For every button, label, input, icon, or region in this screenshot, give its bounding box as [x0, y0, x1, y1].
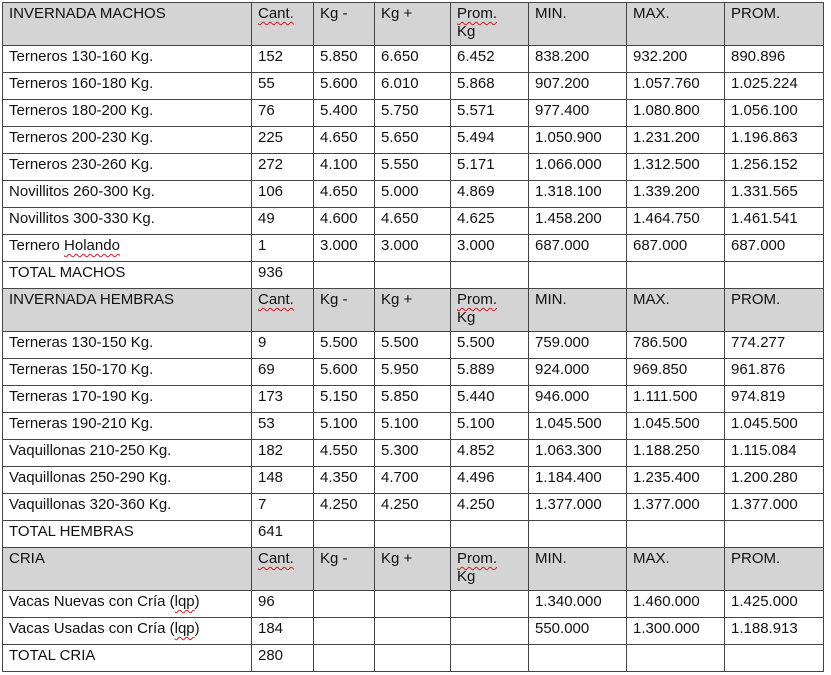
max-cell: 1.377.000 — [627, 494, 725, 521]
min-cell: 907.200 — [529, 73, 627, 100]
header-kg-max: Kg + — [375, 289, 451, 332]
empty-cell — [375, 645, 451, 672]
category-cell — [3, 386, 252, 413]
prom-cell: 1.045.500 — [725, 413, 824, 440]
category-cell — [3, 359, 252, 386]
category-cell — [3, 440, 252, 467]
empty-cell — [451, 521, 529, 548]
header-cant — [252, 289, 314, 332]
kg-min-cell: 4.650 — [314, 127, 375, 154]
kg-min-cell: 4.250 — [314, 494, 375, 521]
section-header-row — [3, 289, 824, 332]
kg-max-cell: 4.650 — [375, 208, 451, 235]
section-header-row — [3, 548, 824, 591]
prom-kg-cell: 4.852 — [451, 440, 529, 467]
header-prom: PROM. — [725, 289, 824, 332]
empty-cell — [725, 645, 824, 672]
category-label: Terneras 170-190 Kg. — [9, 388, 154, 405]
empty-cell — [627, 262, 725, 289]
kg-min-cell: 4.350 — [314, 467, 375, 494]
header-kg-min: Kg - — [314, 548, 375, 591]
max-cell: 932.200 — [627, 46, 725, 73]
header-prom-kg — [451, 289, 529, 332]
category-label: Terneros 180-200 Kg. — [9, 102, 154, 119]
cant-cell: 53 — [252, 413, 314, 440]
kg-min-cell: 5.400 — [314, 100, 375, 127]
prom-cell: 774.277 — [725, 332, 824, 359]
empty-cell — [725, 521, 824, 548]
max-cell: 1.235.400 — [627, 467, 725, 494]
min-cell: 1.066.000 — [529, 154, 627, 181]
empty-cell — [627, 521, 725, 548]
category-label: Vaquillonas 210-250 Kg. — [9, 442, 172, 459]
category-cell — [3, 467, 252, 494]
kg-max-cell: 3.000 — [375, 235, 451, 262]
cant-cell: 55 — [252, 73, 314, 100]
header-prom-label: Prom. — [457, 550, 498, 567]
cant-cell: 1 — [252, 235, 314, 262]
category-label: Terneros 200-230 Kg. — [9, 129, 154, 146]
max-cell: 1.339.200 — [627, 181, 725, 208]
prom-kg-cell: 4.496 — [451, 467, 529, 494]
kg-max-cell: 6.010 — [375, 73, 451, 100]
cant-cell: 96 — [252, 591, 314, 618]
kg-max-cell: 5.750 — [375, 100, 451, 127]
empty-cell — [725, 262, 824, 289]
category-label-flagged: lqp — [174, 620, 195, 637]
table-row — [3, 332, 824, 359]
prom-cell: 1.425.000 — [725, 591, 824, 618]
empty-cell — [529, 262, 627, 289]
cant-cell: 9 — [252, 332, 314, 359]
max-cell: 1.111.500 — [627, 386, 725, 413]
total-cant: 936 — [252, 262, 314, 289]
prom-kg-cell: 3.000 — [451, 235, 529, 262]
cant-cell: 225 — [252, 127, 314, 154]
category-label: Vaquillonas 250-290 Kg. — [9, 469, 172, 486]
category-cell — [3, 494, 252, 521]
category-label-end: ) — [194, 620, 200, 637]
header-max: MAX. — [627, 289, 725, 332]
prom-kg-cell: 5.571 — [451, 100, 529, 127]
table-row — [3, 208, 824, 235]
category-label: Terneras 150-170 Kg. — [9, 361, 154, 378]
header-prom-label: Prom. — [457, 291, 498, 308]
section-title: CRIA — [3, 548, 252, 591]
table-row — [3, 618, 824, 645]
category-label-flagged: Holando — [64, 237, 120, 254]
livestock-price-table — [2, 2, 824, 672]
prom-cell: 1.188.913 — [725, 618, 824, 645]
table-row — [3, 154, 824, 181]
prom-cell: 1.025.224 — [725, 73, 824, 100]
kg-min-cell: 5.850 — [314, 46, 375, 73]
prom-kg-cell: 5.868 — [451, 73, 529, 100]
kg-max-cell: 6.650 — [375, 46, 451, 73]
table-row — [3, 127, 824, 154]
max-cell: 1.464.750 — [627, 208, 725, 235]
kg-max-cell: 5.650 — [375, 127, 451, 154]
max-cell: 1.312.500 — [627, 154, 725, 181]
header-cant — [252, 3, 314, 46]
min-cell: 1.045.500 — [529, 413, 627, 440]
section-header-row — [3, 3, 824, 46]
category-label: Vaquillonas 320-360 Kg. — [9, 496, 172, 513]
table-row — [3, 46, 824, 73]
prom-kg-cell: 5.500 — [451, 332, 529, 359]
table-row — [3, 494, 824, 521]
category-cell — [3, 591, 252, 618]
header-kg-label: Kg — [457, 23, 476, 40]
empty-cell — [451, 262, 529, 289]
header-min: MIN. — [529, 3, 627, 46]
header-cant-label: Cant. — [258, 291, 294, 308]
prom-cell: 1.196.863 — [725, 127, 824, 154]
kg-max-cell: 5.550 — [375, 154, 451, 181]
total-cant: 280 — [252, 645, 314, 672]
total-row — [3, 645, 824, 672]
category-cell — [3, 100, 252, 127]
header-kg-min: Kg - — [314, 3, 375, 46]
prom-kg-cell: 4.250 — [451, 494, 529, 521]
header-cant-label: Cant. — [258, 550, 294, 567]
cant-cell: 49 — [252, 208, 314, 235]
cant-cell: 173 — [252, 386, 314, 413]
header-min: MIN. — [529, 289, 627, 332]
category-cell — [3, 154, 252, 181]
kg-min-cell: 4.100 — [314, 154, 375, 181]
prom-cell: 890.896 — [725, 46, 824, 73]
cant-cell: 272 — [252, 154, 314, 181]
header-prom-kg — [451, 3, 529, 46]
empty-cell — [375, 262, 451, 289]
max-cell: 969.850 — [627, 359, 725, 386]
prom-cell: 1.056.100 — [725, 100, 824, 127]
min-cell: 1.050.900 — [529, 127, 627, 154]
cant-cell: 152 — [252, 46, 314, 73]
empty-cell — [375, 521, 451, 548]
kg-min-cell — [314, 618, 375, 645]
table-row — [3, 467, 824, 494]
prom-cell: 1.331.565 — [725, 181, 824, 208]
total-cant: 641 — [252, 521, 314, 548]
header-prom-label: Prom. — [457, 5, 498, 22]
prom-kg-cell: 6.452 — [451, 46, 529, 73]
total-label: TOTAL CRIA — [3, 645, 252, 672]
table-row — [3, 386, 824, 413]
category-label-end: ) — [194, 593, 200, 610]
table-row — [3, 591, 824, 618]
category-label: Novillitos 300-330 Kg. — [9, 210, 155, 227]
category-label: Vacas Nuevas con Cría ( — [9, 593, 175, 610]
min-cell: 687.000 — [529, 235, 627, 262]
max-cell: 1.080.800 — [627, 100, 725, 127]
header-prom-kg — [451, 548, 529, 591]
cant-cell: 184 — [252, 618, 314, 645]
category-cell — [3, 618, 252, 645]
header-kg-max: Kg + — [375, 3, 451, 46]
total-label: TOTAL MACHOS — [3, 262, 252, 289]
header-kg-min: Kg - — [314, 289, 375, 332]
category-label-flagged: lqp — [174, 593, 195, 610]
kg-min-cell: 5.150 — [314, 386, 375, 413]
category-cell — [3, 208, 252, 235]
kg-min-cell: 5.600 — [314, 73, 375, 100]
table-row — [3, 413, 824, 440]
cant-cell: 69 — [252, 359, 314, 386]
header-kg-max: Kg + — [375, 548, 451, 591]
kg-max-cell: 5.000 — [375, 181, 451, 208]
table-row — [3, 359, 824, 386]
header-cant-label: Cant. — [258, 5, 294, 22]
prom-kg-cell — [451, 591, 529, 618]
prom-cell: 961.876 — [725, 359, 824, 386]
kg-max-cell: 5.500 — [375, 332, 451, 359]
min-cell: 1.377.000 — [529, 494, 627, 521]
min-cell: 759.000 — [529, 332, 627, 359]
category-label: Terneros 160-180 Kg. — [9, 75, 154, 92]
kg-max-cell — [375, 591, 451, 618]
table-row — [3, 73, 824, 100]
prom-cell: 687.000 — [725, 235, 824, 262]
prom-cell: 1.200.280 — [725, 467, 824, 494]
category-cell — [3, 46, 252, 73]
kg-min-cell — [314, 591, 375, 618]
category-label: Terneros 230-260 Kg. — [9, 156, 154, 173]
empty-cell — [529, 645, 627, 672]
max-cell: 687.000 — [627, 235, 725, 262]
prom-cell: 1.461.541 — [725, 208, 824, 235]
header-kg-label: Kg — [457, 568, 476, 585]
category-label: Terneros 130-160 Kg. — [9, 48, 154, 65]
kg-min-cell: 5.100 — [314, 413, 375, 440]
table-row — [3, 181, 824, 208]
cant-cell: 182 — [252, 440, 314, 467]
kg-max-cell — [375, 618, 451, 645]
prom-kg-cell: 5.494 — [451, 127, 529, 154]
kg-min-cell: 4.600 — [314, 208, 375, 235]
category-cell — [3, 235, 252, 262]
min-cell: 1.184.400 — [529, 467, 627, 494]
max-cell: 1.300.000 — [627, 618, 725, 645]
min-cell: 550.000 — [529, 618, 627, 645]
section-title: INVERNADA HEMBRAS — [3, 289, 252, 332]
max-cell: 1.045.500 — [627, 413, 725, 440]
min-cell: 977.400 — [529, 100, 627, 127]
header-prom: PROM. — [725, 548, 824, 591]
min-cell: 1.340.000 — [529, 591, 627, 618]
cant-cell: 106 — [252, 181, 314, 208]
prom-cell: 1.256.152 — [725, 154, 824, 181]
header-kg-label: Kg — [457, 309, 476, 326]
prom-kg-cell: 5.100 — [451, 413, 529, 440]
kg-max-cell: 5.850 — [375, 386, 451, 413]
empty-cell — [314, 645, 375, 672]
header-cant — [252, 548, 314, 591]
max-cell: 1.057.760 — [627, 73, 725, 100]
max-cell: 786.500 — [627, 332, 725, 359]
empty-cell — [529, 521, 627, 548]
cant-cell: 76 — [252, 100, 314, 127]
empty-cell — [451, 645, 529, 672]
total-row — [3, 262, 824, 289]
header-prom: PROM. — [725, 3, 824, 46]
empty-cell — [627, 645, 725, 672]
kg-max-cell: 5.300 — [375, 440, 451, 467]
total-label: TOTAL HEMBRAS — [3, 521, 252, 548]
kg-max-cell: 4.700 — [375, 467, 451, 494]
category-label: Terneras 190-210 Kg. — [9, 415, 154, 432]
empty-cell — [314, 521, 375, 548]
table-row — [3, 100, 824, 127]
category-label: Vacas Usadas con Cría ( — [9, 620, 175, 637]
cant-cell: 148 — [252, 467, 314, 494]
kg-min-cell: 4.550 — [314, 440, 375, 467]
prom-kg-cell: 5.440 — [451, 386, 529, 413]
prom-kg-cell: 5.889 — [451, 359, 529, 386]
header-max: MAX. — [627, 548, 725, 591]
kg-max-cell: 5.100 — [375, 413, 451, 440]
min-cell: 946.000 — [529, 386, 627, 413]
section-title: INVERNADA MACHOS — [3, 3, 252, 46]
header-max: MAX. — [627, 3, 725, 46]
kg-max-cell: 5.950 — [375, 359, 451, 386]
min-cell: 838.200 — [529, 46, 627, 73]
prom-kg-cell: 4.869 — [451, 181, 529, 208]
min-cell: 924.000 — [529, 359, 627, 386]
kg-max-cell: 4.250 — [375, 494, 451, 521]
kg-min-cell: 5.600 — [314, 359, 375, 386]
kg-min-cell: 3.000 — [314, 235, 375, 262]
header-min: MIN. — [529, 548, 627, 591]
category-cell — [3, 332, 252, 359]
prom-cell: 974.819 — [725, 386, 824, 413]
min-cell: 1.318.100 — [529, 181, 627, 208]
table-row — [3, 235, 824, 262]
category-cell — [3, 73, 252, 100]
min-cell: 1.458.200 — [529, 208, 627, 235]
max-cell: 1.188.250 — [627, 440, 725, 467]
prom-kg-cell — [451, 618, 529, 645]
kg-min-cell: 4.650 — [314, 181, 375, 208]
category-cell — [3, 413, 252, 440]
category-label: Terneras 130-150 Kg. — [9, 334, 154, 351]
category-cell — [3, 127, 252, 154]
table-body — [3, 3, 824, 672]
prom-kg-cell: 4.625 — [451, 208, 529, 235]
category-label: Novillitos 260-300 Kg. — [9, 183, 155, 200]
kg-min-cell: 5.500 — [314, 332, 375, 359]
prom-kg-cell: 5.171 — [451, 154, 529, 181]
max-cell: 1.460.000 — [627, 591, 725, 618]
table-row — [3, 440, 824, 467]
cant-cell: 7 — [252, 494, 314, 521]
total-row — [3, 521, 824, 548]
prom-cell: 1.377.000 — [725, 494, 824, 521]
empty-cell — [314, 262, 375, 289]
max-cell: 1.231.200 — [627, 127, 725, 154]
prom-cell: 1.115.084 — [725, 440, 824, 467]
min-cell: 1.063.300 — [529, 440, 627, 467]
category-cell — [3, 181, 252, 208]
category-label: Ternero — [9, 237, 65, 254]
